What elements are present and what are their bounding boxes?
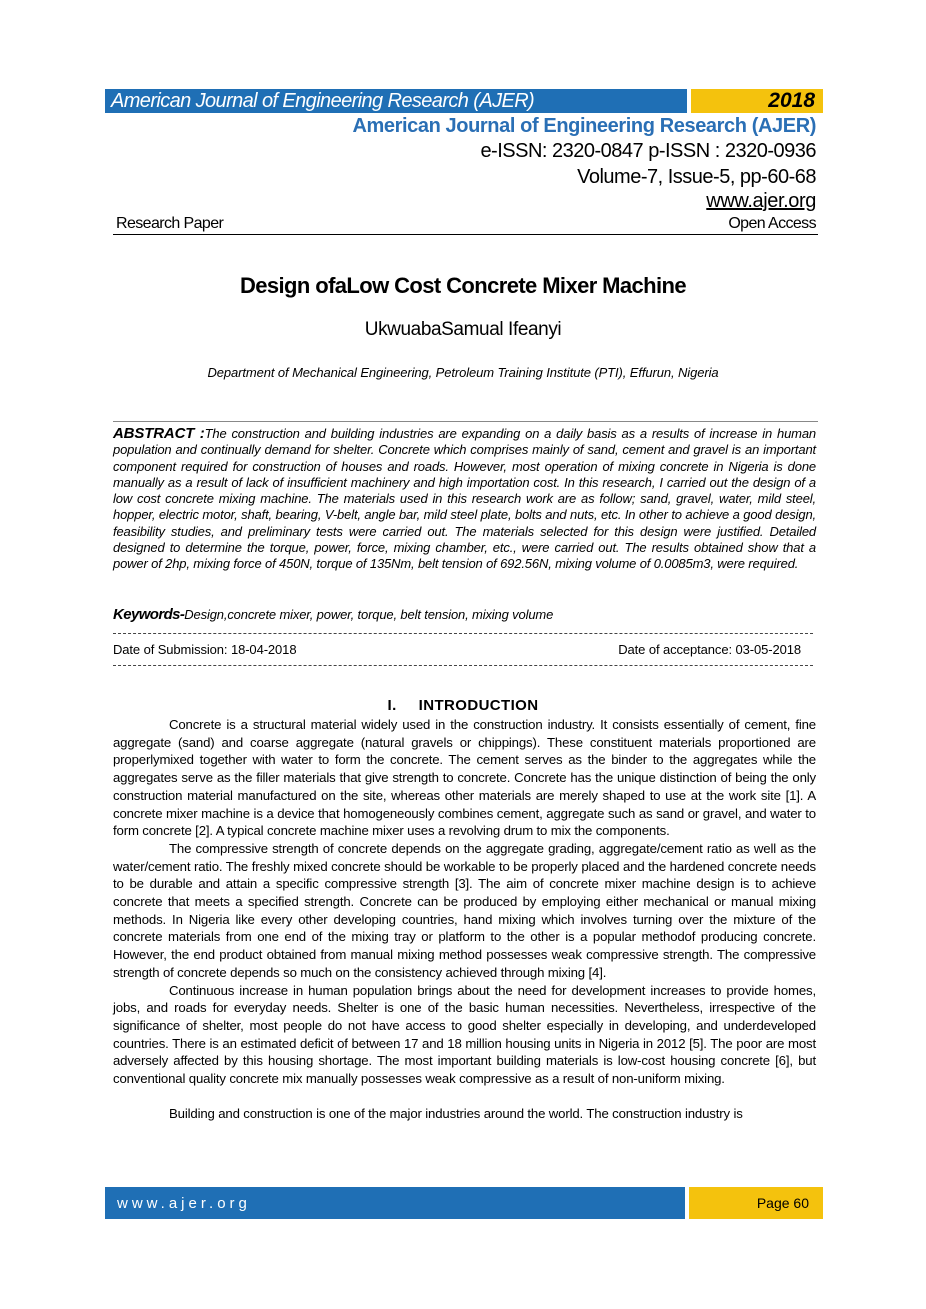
footer-page-bar [689,1187,823,1219]
volume-line: Volume-7, Issue-5, pp-60-68 [577,166,816,188]
keywords-label: Keywords- [113,606,185,623]
paper-title: Design ofaLow Cost Concrete Mixer Machine [239,273,687,298]
footer-website-bar [105,1187,685,1219]
abstract-text: The construction and building industries are expanding on a daily basis as a results of increase in human population and continually demand for shelter. Concrete which comprises mainly of sand, cement and gravel is an important component required for construction of houses and roads. However, most operation of mixing concrete in Nigeria is done manually as a result of lack of insufficient machinery and high importation cost. In this research, I carried out the design of a low cost concrete mixing machine. The materials used in this research work are as follow; sand, gravel, water, mild steel, hopper, electric motor, shaft, bearing, V-belt, angle bar, mild steel plate, bolts and nuts, etc. In other to achieve a good design, feasibility studies, and preliminary tests were carried out. The materials selected for this design were justified. Detailed designed to determine the torque, power, force, mixing chamber, etc., were carried out. The results obtained show that a power of 2hp, mixing force of 450N, torque of 135Nm, belt tension of 692.56N, mixing volume of 0.0085m3, were required. [113,426,816,572]
author-affiliation: Department of Mechanical Engineering, Petroleum Training Institute (PTI), Effurun, Nigeria [207,365,719,380]
section-title: INTRODUCTION [418,697,539,714]
dates-bottom-dashed-rule [113,665,813,666]
footer-website[interactable]: www.ajer.org [117,1194,251,1212]
abstract [113,426,816,573]
submission-date: Date of Submission: 18-04-2018 [113,642,297,657]
header-banner-year-bar [691,89,823,113]
access-type: Open Access [728,215,816,232]
body-paragraph: The compressive strength of concrete depends on the aggregate grading, aggregate/cement ratio as well as the water/cement ratio. The freshly mixed concrete should be workable to be properly placed and the hardened concrete needs to be durable and attain a specific compressive strength [3]. The aim of concrete mixer machine design is to achieve concrete that meets a specified strength. Concrete can be produced by employing either mechanical or manual mixing methods. In Nigeria like every other developing countries, hand mixing which involves turning over the mixture of the concrete materials from one end of the mixing tray or platform to the other is a popular methodof producing concrete. However, the end product obtained from manual mixing method possesses weak compressive strength. The compressive strength of concrete depends so much on the consistency achieved through mixing [4]. [113,840,816,980]
dates-row [113,642,801,657]
body-paragraph: Building and construction is one of the major industries around the world. The construction industry is [169,1106,743,1122]
page-number: Page 60 [756,1195,809,1211]
header-banner [105,89,823,113]
keywords [113,606,816,623]
keywords-text: Design,concrete mixer, power, torque, belt tension, mixing volume [184,607,554,622]
section-number: I. [387,697,397,714]
paper-type: Research Paper [116,215,224,232]
paper-type-row [113,214,818,235]
body-paragraph: Concrete is a structural material widely used in the construction industry. It consists essentially of cement, fine aggregate (sand) and coarse aggregate (natural gravels or chippings). These constituent materials proportioned are properlymixed together with water to form the concrete. The cement serves as the binder to the aggregates while the aggregates serve as the filler materials that give strength to concrete. Concrete has the unique distinction of being the only construction material manufactured on the site, whereas other materials are merely shaped to use at the work site [1]. A concrete mixer machine is a device that homogeneously combines cement, aggregate such as sand or gravel, and water to form concrete [2]. A typical concrete machine mixer uses a revolving drum to mix the components. [113,717,816,839]
acceptance-date: Date of acceptance: 03-05-2018 [618,642,801,657]
header-banner-year: 2018 [768,89,815,112]
header-banner-journal-bar [105,89,687,113]
abstract-label: ABSTRACT : [113,425,205,442]
issn-line: e-ISSN: 2320-0847 p-ISSN : 2320-0936 [480,140,816,162]
header-banner-journal: American Journal of Engineering Research (AJER) [111,89,535,112]
page-footer [105,1187,823,1219]
section-heading-introduction [0,697,926,714]
journal-name: American Journal of Engineering Research (AJER) [352,115,816,137]
journal-website-link[interactable]: www.ajer.org [706,190,816,212]
paper-author: UkwuabaSamual Ifeanyi [364,319,562,340]
abstract-top-rule [113,421,818,422]
body-paragraph: Continuous increase in human population brings about the need for development increases to provide homes, jobs, and roads for everyday needs. Shelter is one of the basic human necessities. Nevertheless, irrespective of the significance of shelter, most people do not have access to good shelter especially in developing, and underdeveloped countries. There is an estimated deficit of between 17 and 18 million housing units in Nigeria in 2012 [5]. The poor are most adversely affected by this housing shortage. The most important building materials is low-cost housing concrete [6], but conventional quality concrete mix manually possesses weak compressive as a result of non-uniform mixing. [113,982,816,1087]
dates-top-dashed-rule [113,633,813,634]
introduction-body [113,716,816,1123]
